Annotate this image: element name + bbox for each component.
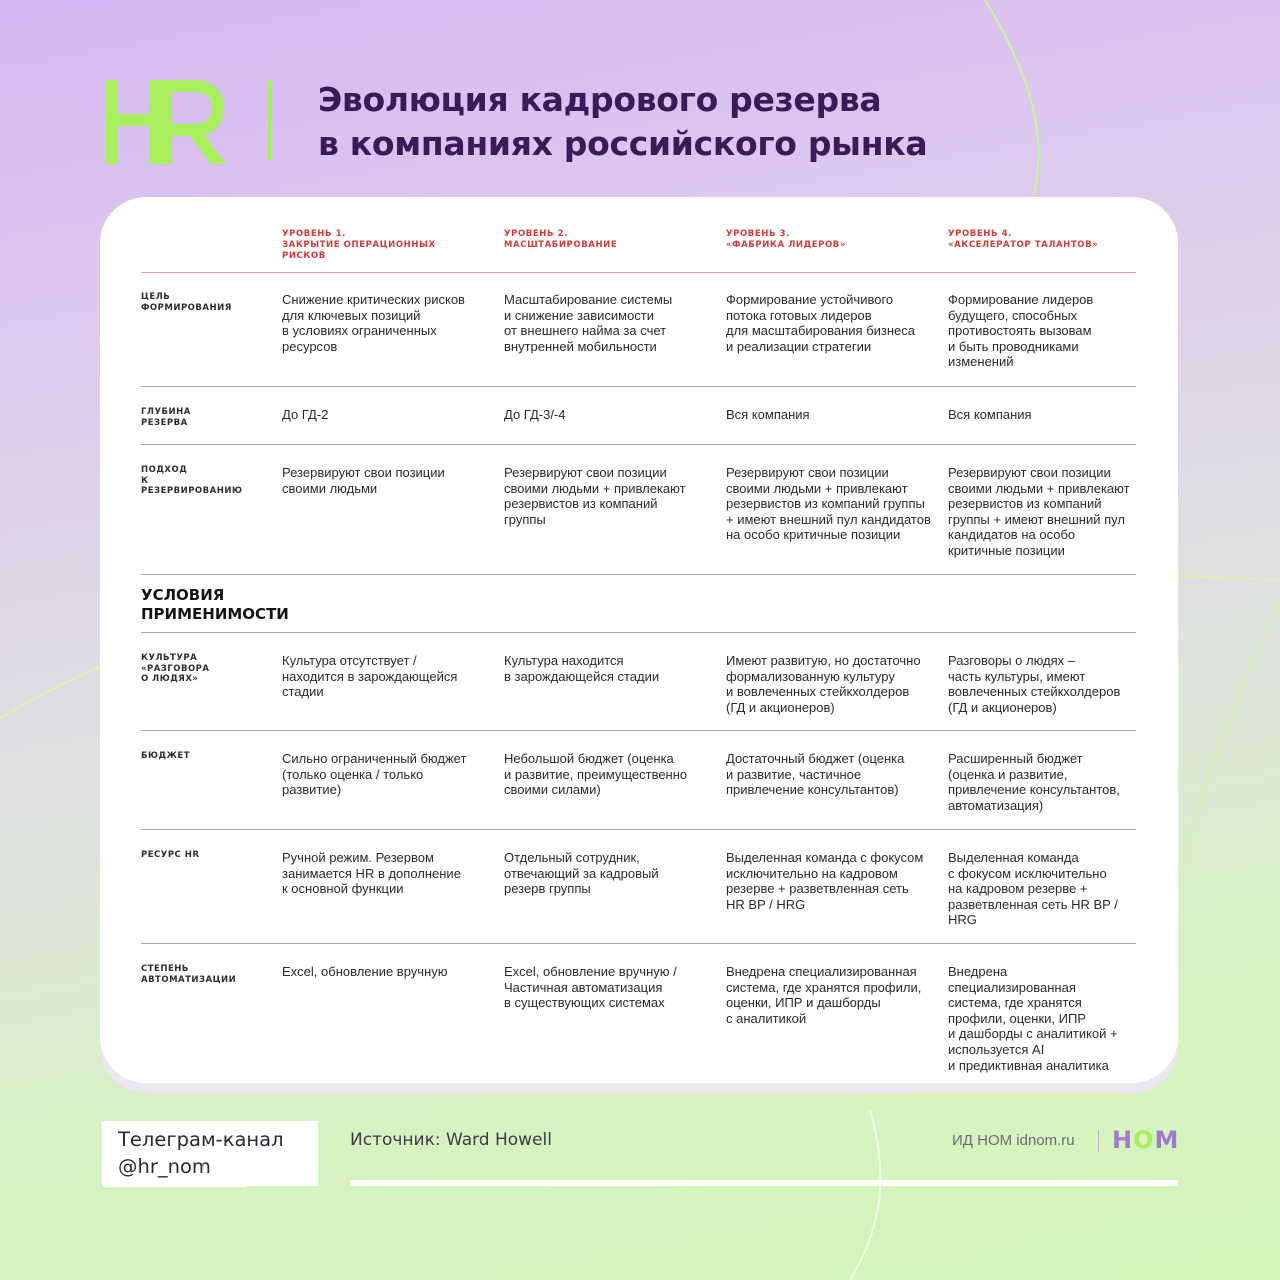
table-cell: Культура находится в зарождающейся стадии [504,653,660,684]
table-row [141,387,1136,445]
publisher-link[interactable]: ИД НОМ idnom.ru [952,1132,1075,1149]
table-cell: Культура отсутствует / находится в зарождающейся стадии [282,653,458,700]
table-cell: Имеют развитую, но достаточно формализованную культуру и вовлеченных стейкхолдеров (ГД и акционеров) [726,653,921,715]
nom-logo: НОМ [1112,1126,1180,1154]
table-cell: Расширенный бюджет (оценка и развитие, привлечение консультантов, автоматизация) [948,751,1120,813]
telegram-handle: @hr_nom [118,1155,211,1178]
title-line: в компаниях российского рынка [318,124,928,163]
table-row [141,445,1136,575]
publisher-divider [1098,1130,1099,1152]
table-cell: Достаточный бюджет (оценка и развитие, частичное привлечение консультантов) [726,751,905,798]
table-header-row [141,197,1136,273]
row-label: ПОДХОД К РЕЗЕРВИРОВАНИЮ [141,465,243,496]
level-1-line: ЗАКРЫТИЕ ОПЕРАЦИОННЫХ [282,240,436,250]
table-row [141,830,1136,944]
level-heading [504,197,726,272]
section-row [141,575,1136,633]
table-cell: Внедрена специализированная система, где хранятся профили, оценки, ИПР и дашборды с аналитикой [726,964,922,1026]
table-cell: До ГД-2 [282,407,329,422]
table-cell: Excel, обновление вручную [282,964,448,979]
table-cell: Excel, обновление вручную / Частичная автоматизация в существующих системах [504,964,677,1011]
row-label: БЮДЖЕТ [141,751,191,761]
section-title: УСЛОВИЯ ПРИМЕНИМОСТИ [141,586,289,623]
table-cell: Небольшой бюджет (оценка и развитие, преимущественно своими силами) [504,751,688,798]
table-row [141,273,1136,387]
level-2-line: УРОВЕНЬ 2. [504,229,568,239]
footer-underline [350,1180,1178,1186]
table-cell: Отдельный сотрудник, отвечающий за кадровый резерв группы [504,850,659,897]
table-cell: Вся компания [726,407,810,422]
table-cell: Снижение критических рисков для ключевых позиций в условиях ограниченных ресурсов [282,292,465,354]
row-label: РЕСУРС HR [141,850,200,860]
table-row [141,944,1136,1084]
table-cell: Масштабирование системы и снижение зависимости от внешнего найма за счет внутренней мобильности [504,292,673,354]
table-row [141,731,1136,830]
title-line: Эволюция кадрового резерва [318,80,882,119]
row-label: КУЛЬТУРА «РАЗГОВОРА О ЛЮДЯХ» [141,653,210,684]
empty-header-cell [141,197,282,272]
level-1-line: РИСКОВ [282,251,326,261]
level-3-line: «ФАБРИКА ЛИДЕРОВ» [726,240,846,250]
level-3-line: УРОВЕНЬ 3. [726,229,790,239]
level-4-line: «АКСЕЛЕРАТОР ТАЛАНТОВ» [948,240,1099,250]
table-cell: Внедрена специализированная система, где хранятся профили, оценки, ИПР и дашборды с аналитикой + используется AI и предиктивная аналитика [948,964,1118,1073]
comparison-table [141,197,1136,1084]
telegram-channel-link[interactable] [102,1121,318,1186]
logo-divider [268,80,271,160]
table-cell: До ГД-3/-4 [504,407,566,422]
table-cell: Сильно ограниченный бюджет (только оценка / только развитие) [282,751,467,798]
row-label: ГЛУБИНА РЕЗЕРВА [141,407,191,428]
level-heading [726,197,948,272]
table-cell: Резервируют свои позиции своими людьми + привлекают резервистов из компаний группы + имеют внешний пул кандидатов на особо критичные позиции [726,465,931,543]
level-2-line: МАСШТАБИРОВАНИЕ [504,240,618,250]
table-card [100,197,1178,1083]
page-title [318,78,927,166]
telegram-label: Телеграм-канал [118,1128,284,1151]
table-cell: Выделенная команда с фокусом исключительно на кадровом резерве + разветвленная сеть HR BP / HRG [726,850,924,912]
hr-logo [100,76,230,168]
row-label: СТЕПЕНЬ АВТОМАТИЗАЦИИ [141,964,237,985]
table-cell: Резервируют свои позиции своими людьми + привлекают резервистов из компаний группы + имеют внешний пул кандидатов на особо критичные позиции [948,465,1130,558]
table-row [141,633,1136,731]
source-text: Источник: Ward Howell [350,1130,552,1150]
row-label: ЦЕЛЬ ФОРМИРОВАНИЯ [141,292,232,313]
table-cell: Вся компания [948,407,1032,422]
table-cell: Формирование устойчивого потока готовых лидеров для масштабирования бизнеса и реализации стратегии [726,292,916,354]
table-cell: Резервируют свои позиции своими людьми + привлекают резервистов из компаний группы [504,465,686,527]
table-cell: Формирование лидеров будущего, способных противостоять вызовам и быть проводниками изменений [948,292,1094,370]
table-cell: Разговоры о людях – часть культуры, имеют вовлеченных стейкхолдеров (ГД и акционеров) [948,653,1121,715]
table-cell: Резервируют свои позиции своими людьми [282,465,445,496]
table-cell: Выделенная команда с фокусом исключительно на кадровом резерве + разветвленная сеть HR BP / HRG [948,850,1118,928]
level-1-line: УРОВЕНЬ 1. [282,229,346,239]
table-cell: Ручной режим. Резервом занимается HR в дополнение к основной функции [282,850,461,897]
level-4-line: УРОВЕНЬ 4. [948,229,1012,239]
level-heading [948,197,1138,272]
level-heading [282,197,504,272]
